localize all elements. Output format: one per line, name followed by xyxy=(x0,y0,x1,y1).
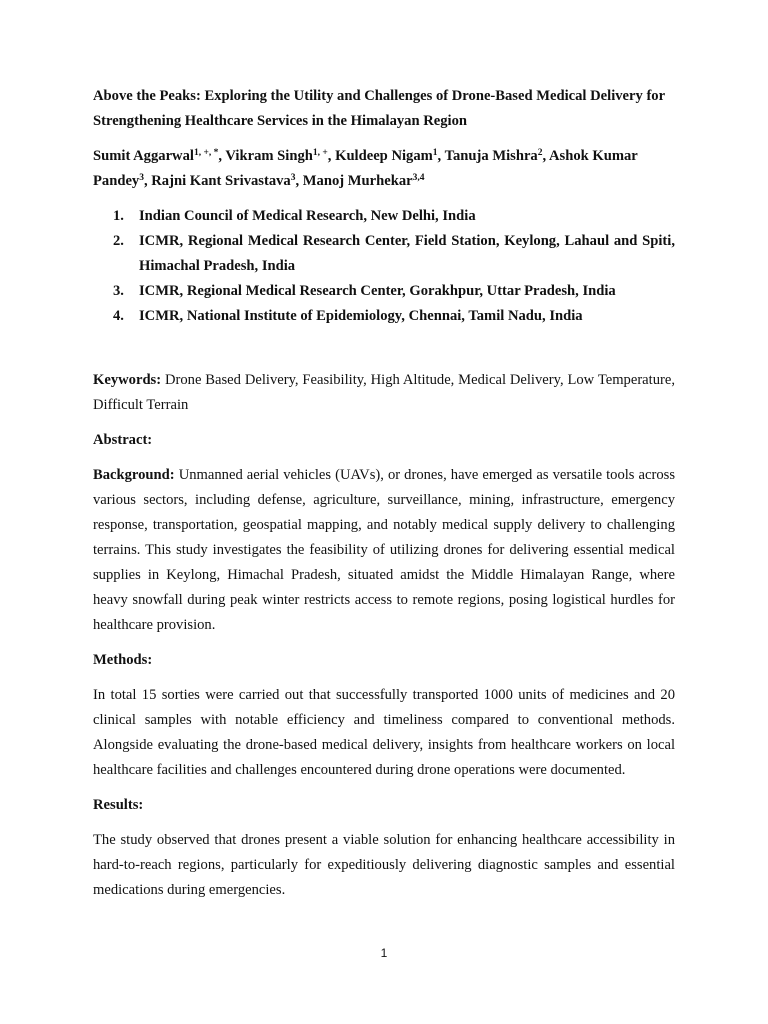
author-separator: , xyxy=(437,148,445,164)
author-name: Vikram Singh xyxy=(225,148,313,164)
affiliation-item xyxy=(93,304,675,329)
author-name: Manoj Murhekar xyxy=(302,173,413,189)
author-affiliation-mark: 1 xyxy=(432,148,438,158)
keywords-label: Keywords: xyxy=(93,372,162,388)
author-name: Ashok Kumar Pandey xyxy=(93,148,638,189)
author-separator: , xyxy=(218,148,226,164)
author-separator: , xyxy=(143,173,152,189)
author-list xyxy=(93,144,675,194)
author-separator: , xyxy=(327,148,336,164)
methods-heading: Methods: xyxy=(93,652,153,668)
affiliation-number: 4. xyxy=(113,308,124,324)
background-label: Background: xyxy=(93,467,175,483)
page-content xyxy=(93,84,675,903)
affiliation-number: 2. xyxy=(113,233,124,249)
author-affiliation-mark: 3 xyxy=(290,173,296,183)
affiliation-text: ICMR, National Institute of Epidemiology, Chennai, Tamil Nadu, India xyxy=(139,308,583,324)
author-separator: , xyxy=(295,173,303,189)
affiliation-item xyxy=(93,229,675,279)
keywords-text: Drone Based Delivery, Feasibility, High Altitude, Medical Delivery, Low Temperature, Difficult Terrain xyxy=(93,372,675,413)
affiliation-item xyxy=(93,204,675,229)
background-paragraph xyxy=(93,463,675,638)
author-affiliation-mark: 2 xyxy=(537,148,543,158)
methods-text: In total 15 sorties were carried out that successfully transported 1000 units of medicines and 20 clinical samples with notable efficiency and timeliness compared to conventional methods. Alongside evaluating the drone-based medical delivery, insights from healthcare workers on local healthcare facilities and challenges encountered during drone operations were documented. xyxy=(93,687,675,778)
author-name: Kuldeep Nigam xyxy=(335,148,433,164)
author-name: Rajni Kant Srivastava xyxy=(151,173,291,189)
affiliation-number: 1. xyxy=(113,208,124,224)
results-text: The study observed that drones present a viable solution for enhancing healthcare accessibility in hard-to-reach regions, particularly for expeditiously delivering diagnostic samples and essential medications during emergencies. xyxy=(93,832,675,898)
author-name: Tanuja Mishra xyxy=(444,148,538,164)
page-number: 1 xyxy=(380,946,388,960)
affiliation-number: 3. xyxy=(113,283,124,299)
paper-title: Above the Peaks: Exploring the Utility and Challenges of Drone-Based Medical Delivery for Strengthening Healthcare Services in the Himalayan Region xyxy=(93,88,665,129)
author-name: Sumit Aggarwal xyxy=(93,148,194,164)
affiliation-text: Indian Council of Medical Research, New Delhi, India xyxy=(139,208,476,224)
author-affiliation-mark: 3 xyxy=(139,173,144,183)
author-affiliation-mark: 1, + xyxy=(312,148,328,158)
keywords-paragraph xyxy=(93,368,675,418)
affiliation-list xyxy=(93,204,675,329)
affiliation-text: ICMR, Regional Medical Research Center, Gorakhpur, Uttar Pradesh, India xyxy=(139,283,616,299)
affiliation-text: ICMR, Regional Medical Research Center, Field Station, Keylong, Lahaul and Spiti, Himachal Pradesh, India xyxy=(139,233,675,274)
abstract-heading: Abstract: xyxy=(93,432,153,448)
author-affiliation-mark: 1, +, * xyxy=(193,148,219,158)
author-separator: , xyxy=(542,148,549,164)
results-heading: Results: xyxy=(93,797,144,813)
background-text: Unmanned aerial vehicles (UAVs), or drones, have emerged as versatile tools across various sectors, including defense, agriculture, surveillance, mining, infrastructure, emergency response, transportation, geospatial mapping, and notably medical supply delivery to challenging terrains. This study investigates the feasibility of utilizing drones for delivering essential medical supplies in Keylong, Himachal Pradesh, situated amidst the Middle Himalayan Range, where heavy snowfall during peak winter restricts access to remote regions, posing logistical hurdles for healthcare provision. xyxy=(93,467,675,633)
affiliation-item xyxy=(93,279,675,304)
author-affiliation-mark: 3,4 xyxy=(412,173,425,183)
